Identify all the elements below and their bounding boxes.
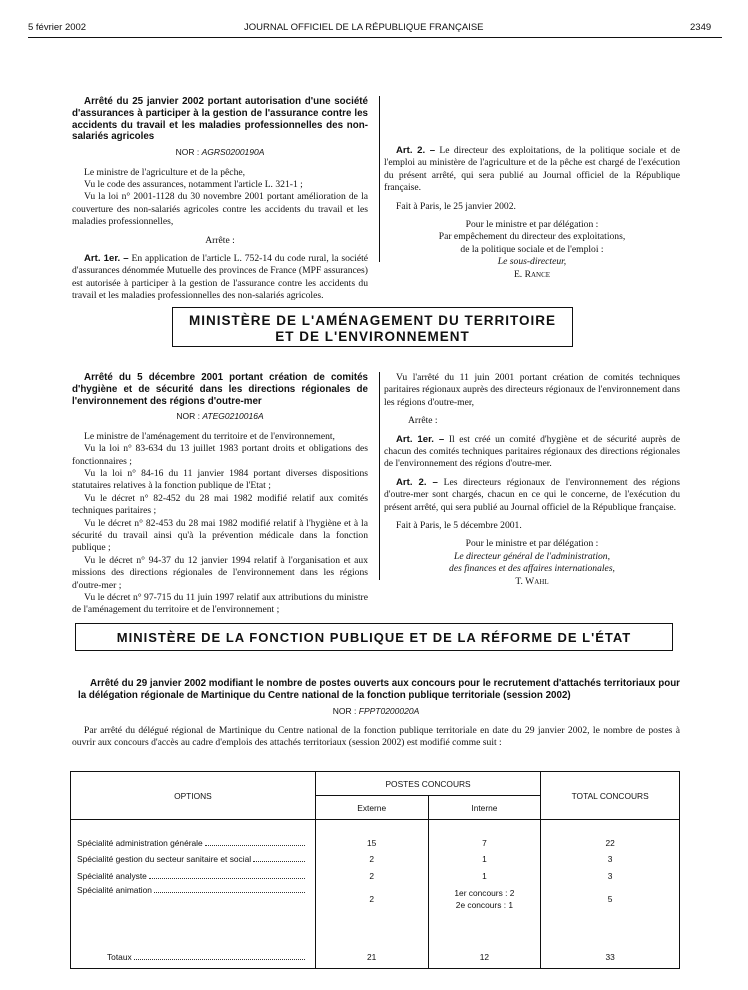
ministere-amenagement-line-1: MINISTÈRE DE L'AMÉNAGEMENT DU TERRITOIRE xyxy=(189,313,556,328)
arrete3-title: Arrêté du 29 janvier 2002 modifiant le nombre de postes ouverts aux concours pour le recrutement d'attachés territoriaux pour la délégation régionale de Martinique du Centre national de la fonction publique territoriale (session 2002) xyxy=(78,678,680,701)
row-total: 22 xyxy=(541,834,680,851)
row-label: Spécialité gestion du secteur sanitaire et social xyxy=(77,854,252,865)
arrete2-vu-1: Vu la loi n° 83-634 du 13 juillet 1983 portant droits et obligations des fonctionnaires ; xyxy=(72,443,368,467)
arrete2-vu-5: Vu le décret n° 94-37 du 12 janvier 1994 relatif à l'organisation et aux missions des directions régionales de l'environnement dans les régions d'outre-mer ; xyxy=(72,554,368,591)
arrete2-vu-3: Vu le décret n° 82-452 du 28 mai 1982 modifié relatif aux comités techniques paritaires ; xyxy=(72,492,368,517)
col-header-postes: POSTES CONCOURS xyxy=(315,772,540,796)
row-externe: 2 xyxy=(315,885,428,914)
arrete1-column-separator xyxy=(379,96,380,262)
table-totals-row xyxy=(71,945,680,968)
row-label: Spécialité administration générale xyxy=(77,837,203,848)
row-label: Spécialité analyste xyxy=(77,871,147,882)
arrete2-vu-4: Vu le décret n° 82-453 du 28 mai 1982 modifié relatif à l'hygiène et à la sécurité du travail ainsi qu'à la prévention médicale dans la fonction publique ; xyxy=(72,517,368,554)
arrete2-fait: Fait à Paris, le 5 décembre 2001. xyxy=(396,520,522,532)
arrete1-vu-2: Vu la loi n° 2001-1128 du 30 novembre 2001 portant amélioration de la couverture des non-salariés agricoles contre les accidents du travail et les maladies professionnelles, xyxy=(72,191,368,228)
table-row xyxy=(71,834,680,851)
arrete1-fait: Fait à Paris, le 25 janvier 2002. xyxy=(396,200,516,212)
arrete2-article-1: Art. 1er. – Il est créé un comité d'hygiène et de sécurité auprès de chacun des comités techniques paritaires régionaux des directions régionales de l'environnement des régions d'outre-mer. xyxy=(384,433,681,470)
arrete2-right-column xyxy=(384,372,680,588)
col-header-total: TOTAL CONCOURS xyxy=(541,772,680,820)
arrete2-article-2: Art. 2. – Les directeurs régionaux de l'environnement des régions d'outre-mer sont chargés, chacun en ce qui le concerne, de l'exécution du présent arrêté, qui sera publié au Journal officiel de la République française. xyxy=(384,476,680,513)
arrete1-right-column xyxy=(384,96,680,281)
arrete2-arrete: Arrête : xyxy=(408,415,438,427)
arrete2-vu-7: Vu l'arrêté du 11 juin 2001 portant création de comités techniques paritaires régionaux auprès des directeurs régionaux de l'environnement dans les régions d'outre-mer, xyxy=(384,372,680,408)
arrete3-nor: NOR : FPPT0200020A xyxy=(332,705,420,716)
arrete1-sig-4: Le sous-directeur, xyxy=(497,256,567,268)
col-header-interne: Interne xyxy=(428,796,541,820)
row-interne: 1 xyxy=(428,851,541,868)
arrete2-nor: NOR : ATEG0210016A xyxy=(176,411,264,422)
arrete1-minister: Le ministre de l'agriculture et de la pêche, xyxy=(84,166,246,178)
totals-externe: 21 xyxy=(315,945,428,968)
arrete3-block xyxy=(72,678,680,750)
arrete2-sig-2: Le directeur général de l'administration, xyxy=(454,550,610,562)
row-total: 3 xyxy=(541,868,680,885)
arrete1-sig-1: Pour le ministre et par délégation : xyxy=(465,219,599,231)
row-label: Spécialité animation xyxy=(77,884,152,895)
arrete2-sig-1: Pour le ministre et par délégation : xyxy=(465,538,599,550)
arrete2-vu-6: Vu le décret n° 97-715 du 11 juin 1997 relatif aux attributions du ministre de l'aménagement du territoire et de l'environnement ; xyxy=(72,592,368,616)
table-row xyxy=(71,868,680,885)
arrete2-sig-3: des finances et des affaires internationales, xyxy=(449,563,615,575)
arrete1-arrete: Arrête : xyxy=(205,234,235,246)
arrete1-article-1: Art. 1er. – En application de l'article L. 752-14 du code rural, la société d'assurances dénommée Mutuelle des provinces de France (MPF assurances) est autorisée à participer à la gestion de l'assurance contre les accidents du travail et les maladies professionnelles des non-salariés agricoles. xyxy=(72,253,368,302)
header-rule xyxy=(28,37,722,38)
arrete2-title: Arrêté du 5 décembre 2001 portant création de comités d'hygiène et de sécurité dans les directions régionales de l'environnement des régions d'outre-mer xyxy=(72,372,368,407)
table-row xyxy=(71,885,680,914)
arrete1-sig-2: Par empêchement du directeur des exploitations, xyxy=(438,231,626,243)
arrete1-nor: NOR : AGRS0200190A xyxy=(175,147,265,158)
totals-interne: 12 xyxy=(428,945,541,968)
arrete1-sig-3: de la politique sociale et de l'emploi : xyxy=(460,243,604,255)
ministere-amenagement-line-2: ET DE L'ENVIRONNEMENT xyxy=(275,329,470,344)
arrete1-vu-1: Vu le code des assurances, notamment l'article L. 321-1 ; xyxy=(84,179,303,190)
header-date: 5 février 2002 xyxy=(28,22,87,33)
arrete2-minister: Le ministre de l'aménagement du territoire et de l'environnement, xyxy=(84,430,335,442)
row-interne-2: 2e concours : 1 xyxy=(455,900,514,911)
arrete2-left-column xyxy=(72,372,368,617)
arrete1-title: Arrêté du 25 janvier 2002 portant autorisation d'une société d'assurances à participer à la gestion de l'assurance contre les accidents du travail et les maladies professionnelles des non-salariés agricoles xyxy=(72,96,368,143)
header-page-number: 2349 xyxy=(690,22,712,33)
row-total: 5 xyxy=(541,885,680,914)
header-journal-title: JOURNAL OFFICIEL DE LA RÉPUBLIQUE FRANÇAISE xyxy=(244,22,484,33)
arrete1-article-2: Art. 2. – Le directeur des exploitations, de la politique sociale et de l'emploi au ministère de l'agriculture et de la pêche est chargé de l'exécution du présent arrêté, qui sera publié au Journal officiel de la République française. xyxy=(384,145,680,194)
arrete3-body: Par arrêté du délégué régional de Martinique du Centre national de la fonction publique territoriale en date du 29 janvier 2002, le nombre de postes à ouvrir aux concours d'accès au cadre d'emplois des attachés territoriaux (session 2002) est modifié comme suit : xyxy=(72,725,680,749)
row-total: 3 xyxy=(541,851,680,868)
ministere-fonction-publique-banner xyxy=(75,623,673,651)
arrete1-sig-5: E. Rance xyxy=(513,268,551,280)
row-interne: 7 xyxy=(428,834,541,851)
totals-label: Totaux xyxy=(107,951,132,962)
totals-total: 33 xyxy=(541,945,680,968)
row-externe: 2 xyxy=(315,868,428,885)
table-row xyxy=(71,851,680,868)
arrete2-sig-4: T. Wahl xyxy=(515,575,549,587)
row-externe: 2 xyxy=(315,851,428,868)
postes-table xyxy=(70,771,680,969)
row-externe: 15 xyxy=(315,834,428,851)
arrete2-column-separator xyxy=(379,372,380,580)
ministere-amenagement-banner xyxy=(172,307,573,347)
arrete1-left-column xyxy=(72,96,368,303)
row-interne: 1er concours : 2 xyxy=(454,888,515,899)
row-interne: 1 xyxy=(428,868,541,885)
arrete2-vu-2: Vu la loi n° 84-16 du 11 janvier 1984 portant diverses dispositions statutaires relatives à la fonction publique de l'Etat ; xyxy=(72,468,368,492)
col-header-options: OPTIONS xyxy=(71,772,316,820)
col-header-externe: Externe xyxy=(315,796,428,820)
ministere-fonction-publique-line: MINISTÈRE DE LA FONCTION PUBLIQUE ET DE LA RÉFORME DE L'ÉTAT xyxy=(116,630,632,645)
